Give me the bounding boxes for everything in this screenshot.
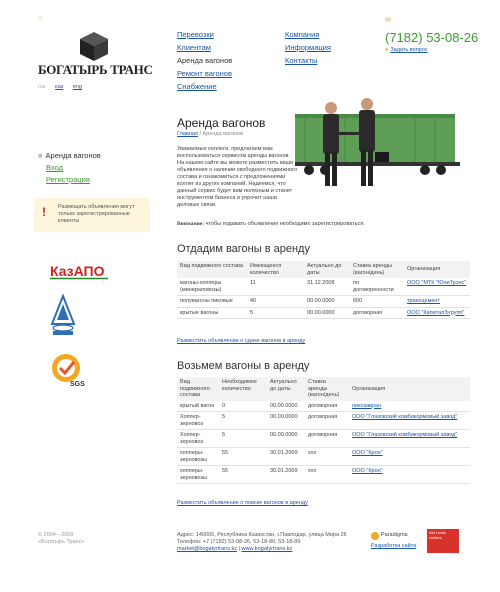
cell-rate: 600: [350, 296, 404, 308]
cell-qty: 40: [247, 296, 304, 308]
cell-date: 00.00.0000: [304, 307, 350, 319]
org-link[interactable]: ООО "МТК "ЮниТрэнс": [407, 280, 467, 286]
cell-type: Хоппер-зерновоз: [177, 412, 219, 430]
cell-type: крытые вагоны: [177, 307, 247, 319]
cell-date: 00.00.0000: [267, 412, 305, 430]
attention-note: [177, 221, 477, 227]
ask-question-link[interactable]: Задать вопрос: [390, 47, 428, 53]
org-link[interactable]: ООО "Глазовский комбикормовый завод": [352, 432, 458, 438]
cell-date: 31.12.2008: [304, 278, 350, 296]
cell-type: крытый вагон: [177, 401, 219, 412]
org-link[interactable]: ООО "КапиталЪгрупп": [407, 309, 465, 316]
cell-org: [404, 296, 470, 308]
anek-logo[interactable]: [50, 294, 76, 336]
home-icon[interactable]: ⌂: [38, 15, 43, 22]
mail-icon[interactable]: ✉: [385, 17, 391, 24]
give-col-rate: Ставка аренды (вагон/день): [350, 261, 404, 278]
cell-type: вагоны-хопперы (минераловозы): [177, 278, 247, 296]
cell-org: [404, 307, 470, 319]
logo-text[interactable]: БОГАТЫРЬ ТРАНС: [38, 62, 153, 77]
main-nav-primary: [177, 28, 232, 93]
language-switcher: [38, 84, 82, 90]
lang-rus: rus: [38, 84, 46, 90]
cell-rate: xxx: [305, 448, 349, 466]
cell-org: [349, 401, 470, 412]
kazapo-logo[interactable]: [48, 262, 118, 280]
give-col-qty: Имеющееся количество: [247, 261, 304, 278]
cell-qty: 0: [219, 401, 267, 412]
nav-remont[interactable]: Ремонт вагонов: [177, 69, 232, 78]
sgs-label: SGS: [70, 381, 85, 388]
take-col-type: Вид подвижного состава: [177, 377, 219, 401]
logo-cube-icon[interactable]: [78, 30, 110, 62]
org-link[interactable]: ООО "Крон": [352, 468, 383, 474]
cell-type: Хоппер-зерновоз: [177, 430, 219, 448]
cell-rate: договорная: [305, 430, 349, 448]
nav-perevozki[interactable]: Перевозки: [177, 30, 214, 39]
give-col-type: Вид подвижного состава: [177, 261, 247, 278]
copyright-company: «Богатырь Транс»: [38, 539, 85, 545]
cell-qty: 11: [247, 278, 304, 296]
cell-qty: 5: [219, 430, 267, 448]
table-row: [177, 448, 470, 466]
sidebar-menu: [38, 150, 101, 186]
main-nav-secondary: [285, 28, 331, 67]
cell-rate: договорная: [305, 401, 349, 412]
table-row: [177, 278, 470, 296]
cell-qty: 55: [219, 448, 267, 466]
lang-eng[interactable]: eng: [72, 84, 82, 90]
give-table: [177, 261, 470, 319]
cell-org: [349, 448, 470, 466]
cell-rate: договорная: [305, 412, 349, 430]
table-row: [177, 296, 470, 308]
page-title: Аренда вагонов: [177, 116, 266, 130]
cell-org: [404, 278, 470, 296]
visit-counter-badge[interactable]: hits hosts visitors: [427, 529, 459, 553]
org-link[interactable]: ООО "Глазовский комбикормовый завод": [352, 414, 458, 420]
table-row: [177, 307, 470, 319]
attention-text: чтобы подавать объявления необходимо зарегистрироваться.: [204, 221, 365, 227]
org-link[interactable]: трансцемент: [407, 298, 440, 304]
cell-type: полувагоны пиковые: [177, 296, 247, 308]
cell-date: 00.00.0000: [304, 296, 350, 308]
paradigma-name: Paradigma: [381, 532, 408, 538]
place-take-ad-link[interactable]: Разместить объявление о поиске вагонов в аренду: [177, 500, 308, 506]
sidebar-item-login[interactable]: Вход: [46, 163, 63, 172]
cell-org: [349, 412, 470, 430]
cell-org: [349, 430, 470, 448]
intro-text: Уважаемые коллеги, предлагаем вам воспользоваться сервисом аренды вагонов. На нашем сайте вы можете разместить ваши объявления о наличии свободного подвижного состава и ознакомиться с предложениями коллег из других компаний. Надеемся, что данный сервис будет вам полезным и станет инструментом бизнеса и упрочит наши деловые связи.: [177, 146, 297, 208]
cell-rate: xxx: [305, 466, 349, 484]
cell-org: [349, 466, 470, 484]
question-icon: ●: [385, 47, 389, 53]
footer-sep: |: [237, 546, 242, 552]
org-link[interactable]: никозавран: [352, 402, 382, 409]
ask-question[interactable]: [385, 47, 428, 53]
cell-type: хопперы-зерновозы: [177, 466, 219, 484]
lang-kaz[interactable]: каз: [55, 84, 64, 90]
sgs-certification-logo[interactable]: [50, 352, 86, 388]
bullet-icon: ■: [38, 151, 43, 160]
footer-address: [177, 532, 347, 553]
take-heading: Возьмем вагоны в аренду: [177, 360, 310, 372]
email-link[interactable]: market@bogatyrtrans.kz: [177, 546, 237, 552]
breadcrumb-sep: /: [197, 131, 203, 137]
nav-snabzhenie[interactable]: Снабжение: [177, 82, 217, 91]
attention-label: Внимание:: [177, 221, 205, 227]
cell-rate: по договоренности: [350, 278, 404, 296]
phone-number: (7182) 53-08-26: [385, 30, 479, 45]
notice-text: Размещать объявления могут только зарегистрированные клиенты: [58, 204, 135, 224]
cell-rate: договорная: [350, 307, 404, 319]
sidebar-item-register[interactable]: Регистрация: [46, 175, 90, 184]
hero-businessmen-railcar-image: [295, 96, 470, 196]
table-row: [177, 430, 470, 448]
cell-qty: 55: [219, 466, 267, 484]
take-col-date: Актуально до даты: [267, 377, 305, 401]
registration-notice: [34, 198, 150, 232]
breadcrumb: [177, 131, 243, 137]
place-give-ad-link[interactable]: Разместить объявление о сдаче вагонов в аренду: [177, 338, 306, 344]
take-col-rate: Ставка аренды (вагон/день): [305, 377, 349, 401]
take-table: [177, 377, 470, 484]
give-heading: Отдадим вагоны в аренду: [177, 243, 310, 255]
warning-icon: !: [42, 205, 46, 219]
address-line: Адрес: 140005, Республика Казахстан, г.Павлодар, улица Мира 26: [177, 532, 347, 538]
breadcrumb-current: Аренда вагонов: [202, 131, 244, 137]
take-col-qty: Необходимое количество: [219, 377, 267, 401]
take-col-org: Организация: [349, 377, 470, 401]
cell-date: 00.00.0000: [267, 401, 305, 412]
table-row: [177, 466, 470, 484]
give-col-org: Организация: [404, 261, 470, 278]
paradigma-link[interactable]: Разработка сайта: [371, 543, 417, 549]
cell-date: 00.00.0000: [267, 430, 305, 448]
table-row: [177, 412, 470, 430]
copyright-years: © 2004—2009: [38, 532, 74, 538]
site-link[interactable]: www.bogatyrtrans.kz: [241, 546, 293, 552]
nav-kontakty[interactable]: Контакты: [285, 56, 318, 65]
svg-text:КазАПО: КазАПО: [50, 263, 105, 279]
cell-type: хопперы-зерновозы: [177, 448, 219, 466]
sidebar-title: Аренда вагонов: [45, 151, 101, 160]
paradigma-logo-icon: [371, 532, 379, 540]
nav-klientam[interactable]: Клиентам: [177, 43, 211, 52]
breadcrumb-home[interactable]: Главная: [177, 131, 198, 137]
cell-qty: 5: [219, 412, 267, 430]
table-row: [177, 401, 470, 412]
org-link[interactable]: ООО "Крон": [352, 450, 383, 456]
cell-qty: 5: [247, 307, 304, 319]
nav-informaciya[interactable]: Информация: [285, 43, 331, 52]
phones-line: Телефон: +7 (7182) 53-08-26, 53-18-80, 53-18-89: [177, 539, 301, 545]
nav-kompaniya[interactable]: Компания: [285, 30, 320, 39]
paradigma-credit: [371, 532, 416, 549]
cell-date: 30.01.2009: [267, 448, 305, 466]
footer-copyright: [38, 532, 85, 546]
nav-arenda-current: Аренда вагонов: [177, 56, 233, 65]
give-col-date: Актуально до даты: [304, 261, 350, 278]
cell-date: 30.01.2009: [267, 466, 305, 484]
